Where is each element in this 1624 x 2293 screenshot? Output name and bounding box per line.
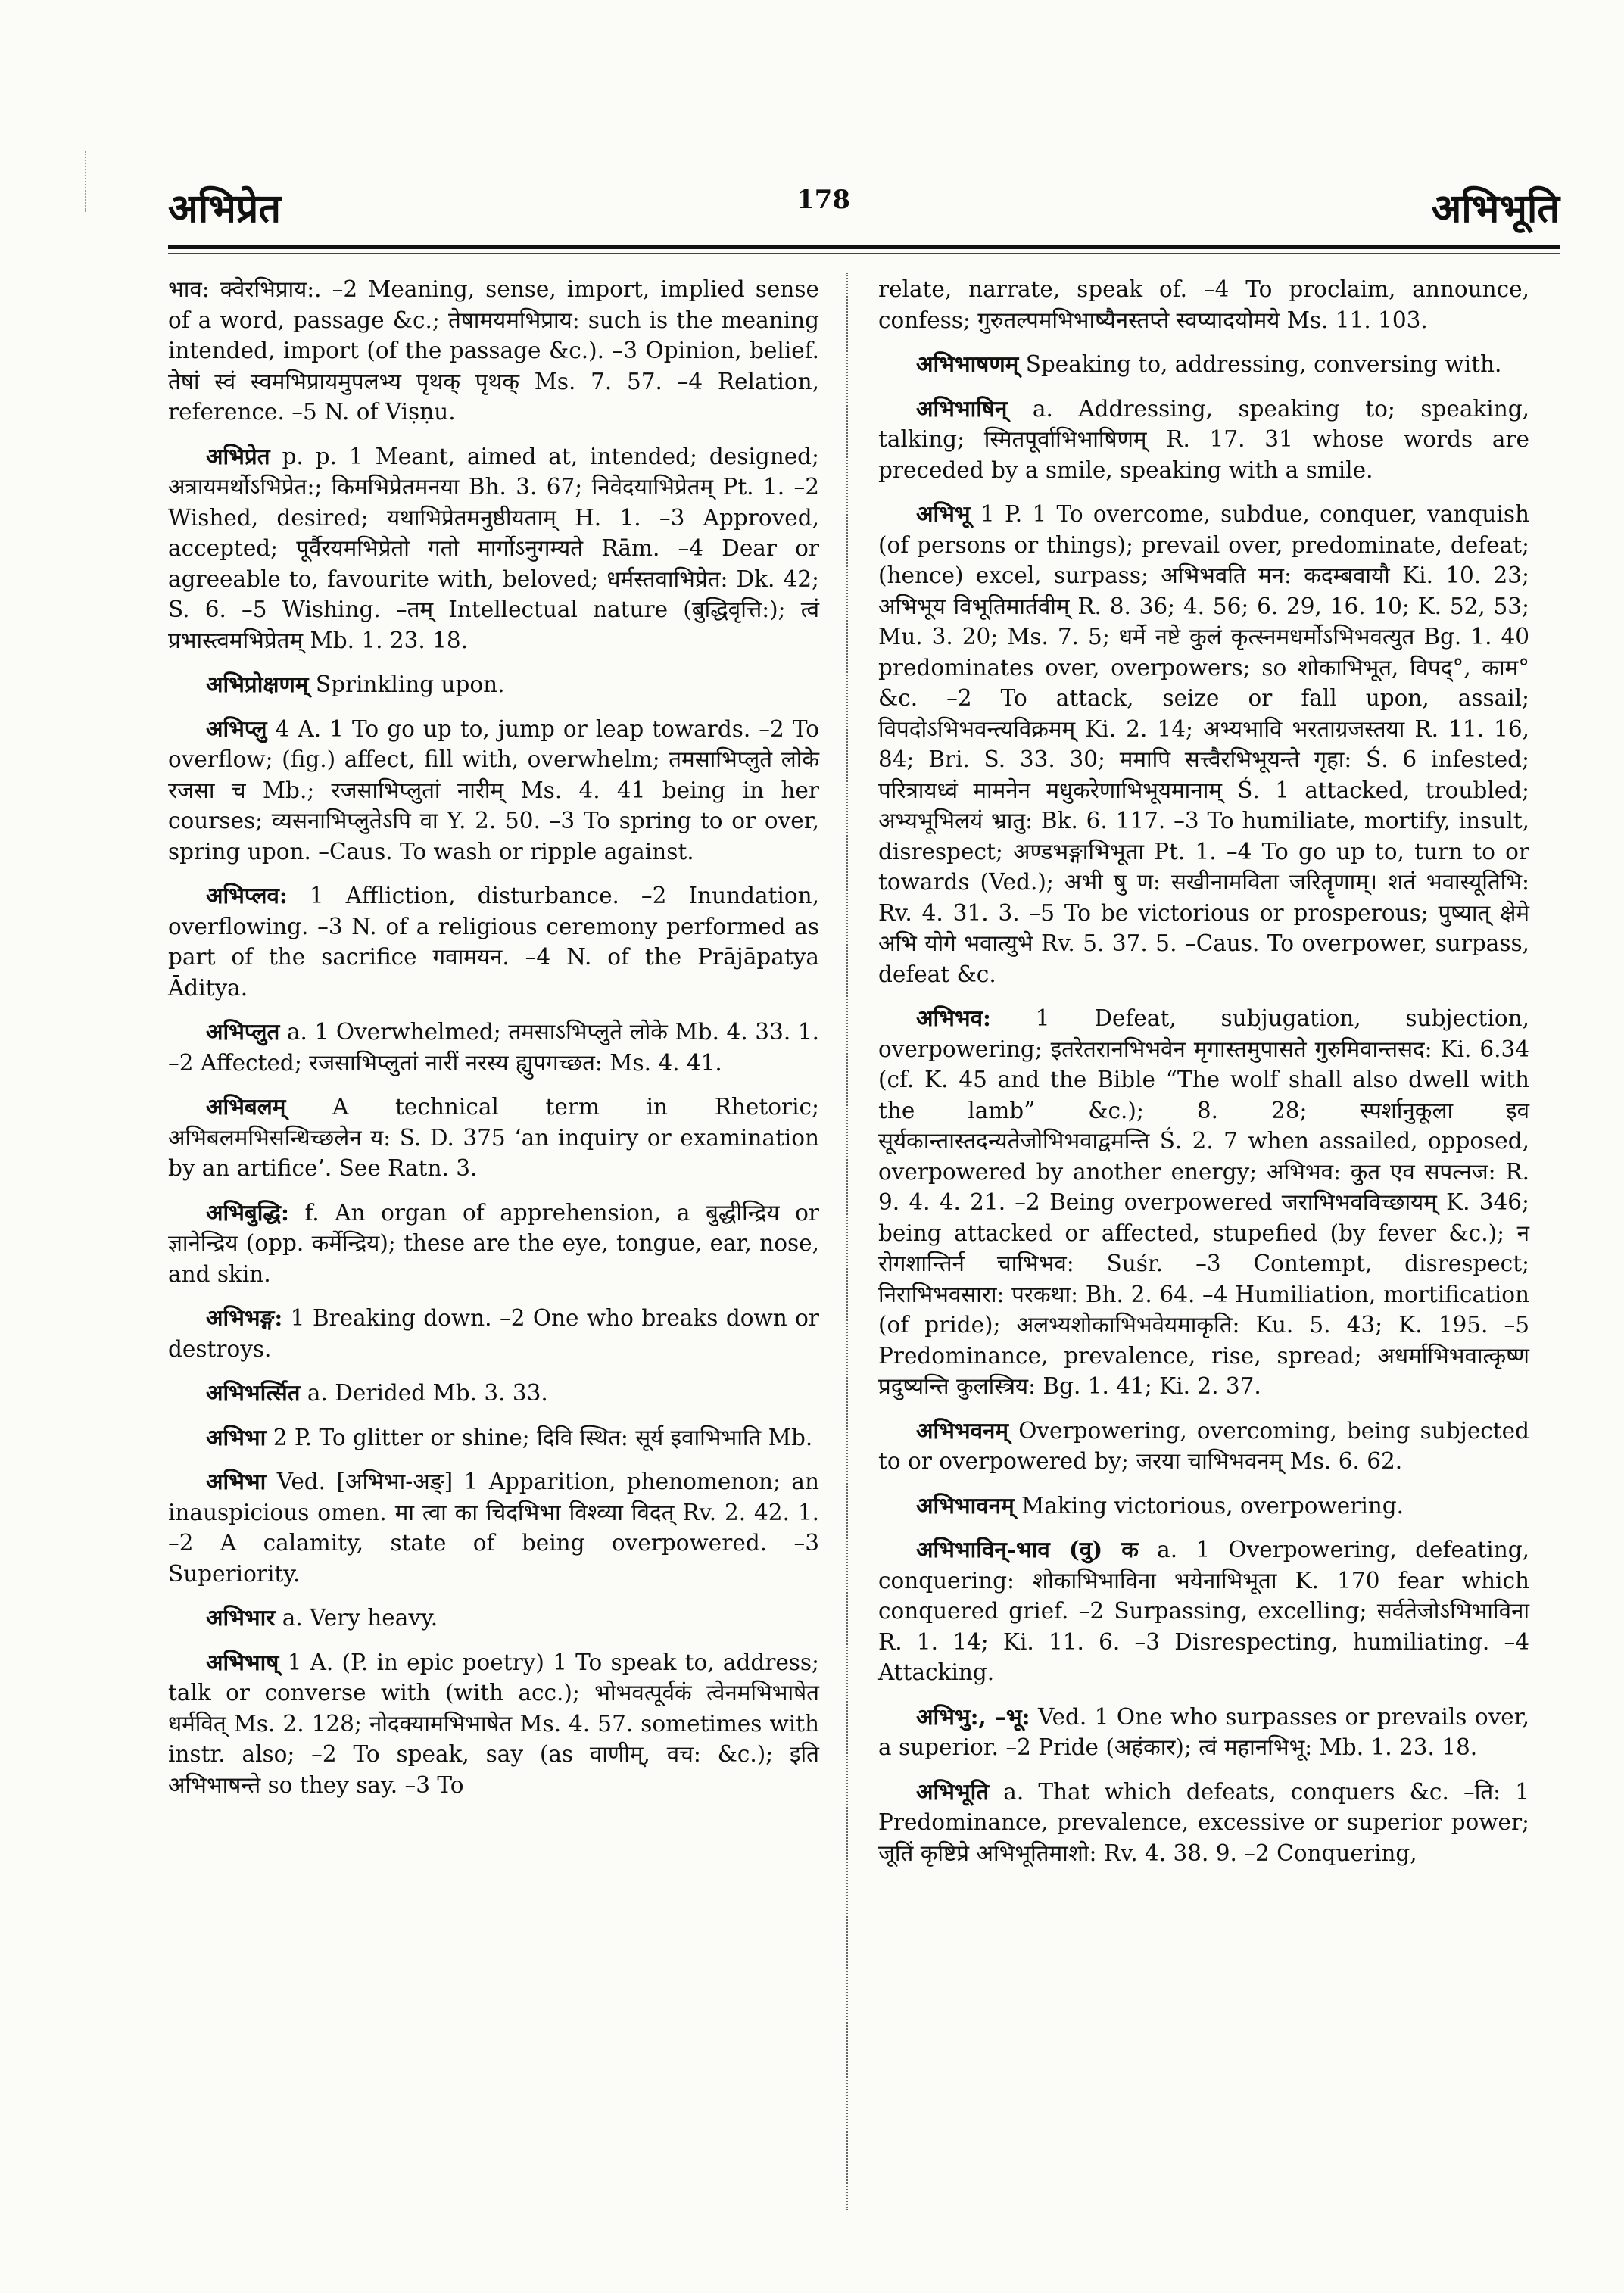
entry-headword: अभिभाविन्-भाव (वु) क [916, 1536, 1139, 1562]
dictionary-entry [168, 1647, 819, 1801]
left-column [168, 274, 819, 1814]
entry-text: relate, narrate, speak of. –4 To proclaim, announce, confess; गुरुतल्पमभिभाष्यैनस्तप्ते स्वप्यादयोमये Ms. 11. 103. [878, 276, 1529, 333]
entry-text: 1 A. (P. in epic poetry) 1 To speak to, address; talk or converse with (with acc.); भोभवत्पूर्वकं त्वेनमभिभाषेत धर्मवित् Ms. 2. 128; नोदक्यामभिभाषेत Ms. 4. 57. sometimes with instr. also; –2 To speak, say (as वाणीम्, वच: &c.); इति अभिभाषन्ते so they say. –3 To [168, 1649, 819, 1798]
entry-headword: अभिभावनम् [916, 1491, 1015, 1519]
entry-text: Sprinkling upon. [315, 671, 505, 697]
entry-text: Ved. 1 One who surpasses or prevails over, a superior. –2 Pride (अहंकार); त्वं महानभिभू: Mb. 1. 23. 18. [878, 1703, 1529, 1760]
entry-headword: अभिभाषणम् [916, 350, 1019, 377]
dictionary-entry [168, 1378, 819, 1409]
entry-text: 4 A. 1 To go up to, jump or leap towards. –2 To overflow; (fig.) affect, fill with, overwhelm; तमसाभिप्लुते लोके रजसा च Mb.; रजसाभिप्लुतां नारीम् Ms. 4. 41 being in her courses; व्यसनाभिप्लुतेऽपि वा Y. 2. 50. –3 To spring to or over, spring upon. –Caus. To wash or ripple against. [168, 715, 819, 865]
dictionary-entry [168, 1422, 819, 1453]
entry-text: 1 Defeat, subjugation, subjection, overpowering; इतरेतरानभिभवेन मृगास्तमुपासते गुरुमिवान्तसद: Ki. 6.34 (cf. K. 45 and the Bible “The wolf shall also dwell with the lamb” &c.); 8. 28; स्पर्शानुकूला इव सूर्यकान्तास्तदन्यतेजोभिभवाद्वमन्ति Ś. 2. 7 when assailed, opposed, overpowered by another energy; अभिभव: कुत एव सपत्नज: R. 9. 4. 4. 21. –2 Being overpowered जराभिभवविच्छायम् K. 346; being attacked or affected, stupefied (by fever &c.); न रोगशान्तिर्न चाभिभव: Suśr. –3 Contempt, disrespect; निराभिभवसारा: परकथा: Bh. 2. 64. –4 Humiliation, mortification (of pride); अलभ्यशोकाभिभवेयमाकृति: Ku. 5. 43; K. 195. –5 Predominance, prevalence, rise, spread; अधर्माभिभवात्कृष्ण प्रदुष्यन्ति कुलस्त्रिय: Bg. 1. 41; Ki. 2. 37. [878, 1005, 1529, 1399]
entry-headword: अभिभूति [916, 1777, 990, 1805]
dictionary-entry [168, 274, 819, 428]
entry-headword: अभिप्लु [206, 715, 267, 742]
entry-text: f. An organ of apprehension, a बुद्धीन्द्रिय or ज्ञानेन्द्रिय (opp. कर्मेन्द्रिय); these are the eye, tongue, ear, nose, and skin. [168, 1199, 819, 1287]
dictionary-entry [878, 274, 1529, 335]
right-running-headword: अभिभूति [1431, 185, 1560, 232]
entry-headword: अभिभार [206, 1604, 276, 1631]
margin-mark [85, 151, 88, 212]
entry-text: 2 P. To glitter or shine; दिवि स्थित: सूर्य इवाभिभाति Mb. [273, 1424, 813, 1450]
entry-headword: अभिप्रोक्षणम् [206, 671, 309, 697]
entry-text: a. Addressing, speaking to; speaking, talking; स्मितपूर्वाभिभाषिणम् R. 17. 31 whose words are preceded by a smile, speaking with a smile. [878, 395, 1529, 483]
entry-headword: अभिभव: [916, 1005, 991, 1031]
dictionary-entry [878, 394, 1529, 486]
entry-text: Overpowering, overcoming, being subjected to or overpowered by; जरया चाभिभवनम् Ms. 6. 62. [878, 1417, 1529, 1474]
entry-text: Speaking to, addressing, conversing with. [1025, 351, 1502, 377]
dictionary-entry [168, 880, 819, 1003]
entry-headword: अभिप्लुत [206, 1018, 280, 1045]
dictionary-entry [168, 669, 819, 700]
dictionary-entry [168, 1017, 819, 1078]
entry-text: A technical term in Rhetoric; अभिबलमभिसन्धिच्छलेन य: S. D. 375 ‘an inquiry or examination by an artifice’. See Ratn. 3. [168, 1094, 819, 1181]
dictionary-entry [168, 1466, 819, 1589]
dictionary-entry [878, 1491, 1529, 1522]
entry-headword: अभिभर्त्सित [206, 1379, 301, 1406]
entry-headword: अभिप्रेत [206, 442, 270, 469]
dictionary-entry [168, 1303, 819, 1364]
dictionary-entry [168, 1603, 819, 1634]
entry-headword: अभिभा [206, 1468, 267, 1494]
entry-headword: अभिप्लव: [206, 882, 288, 908]
entry-text: Ved. [अभिभा-अङ्] 1 Apparition, phenomenon; an inauspicious omen. मा त्वा का चिदभिभा विश्व्या विदत् Rv. 2. 42. 1. –2 A calamity, state of being overpowered. –3 Superiority. [168, 1469, 819, 1587]
dictionary-entry [168, 1198, 819, 1290]
entry-text: भाव: क्वेरभिप्राय:. –2 Meaning, sense, import, implied sense of a word, passage &c.; तेषामयमभिप्राय: such is the meaning intended, import (of the passage &c.). –3 Opinion, belief. तेषां स्वं स्वमभिप्रायमुपलभ्य पृथक् पृथक् Ms. 7. 57. –4 Relation, reference. –5 N. of Viṣṇu. [168, 276, 819, 425]
page-number: 178 [796, 185, 850, 215]
entry-headword: अभिबलम् [206, 1093, 286, 1120]
left-running-headword: अभिप्रेत [168, 185, 281, 232]
entry-headword: अभिभाष् [206, 1648, 279, 1675]
dictionary-entry [168, 1092, 819, 1184]
entry-text: 1 Breaking down. –2 One who breaks down or destroys. [168, 1305, 819, 1362]
entry-text: a. That which defeats, conquers &c. –ति: 1 Predominance, prevalence, excessive or superior power; जूतिं कृष्टिप्रे अभिभूतिमाशो: Rv. 4. 38. 9. –2 Conquering, [878, 1778, 1529, 1866]
column-divider [846, 273, 848, 2210]
entry-text: a. Very heavy. [282, 1605, 438, 1631]
dictionary-entry [168, 714, 819, 868]
entry-text: a. 1 Overpowering, defeating, conquering: शोकाभिभाविना भयेनाभिभूता K. 170 fear which conquered grief. –2 Surpassing, excelling; सर्वतेजोऽभिभाविना R. 1. 14; Ki. 11. 6. –3 Disrespecting, humiliating. –4 Attacking. [878, 1537, 1529, 1685]
right-column [878, 274, 1529, 1882]
entry-text: 1 P. 1 To overcome, subdue, conquer, vanquish (of persons or things); prevail over, predominate, defeat; (hence) excel, surpass; अभिभवति मन: कदम्बवायौ Ki. 10. 23; अभिभूय विभूतिमार्तवीम् R. 8. 36; 4. 56; 6. 29, 16. 10; K. 52, 53; Mu. 3. 20; Ms. 7. 5; धर्मे नष्टे कुलं कृत्स्नमधर्मोऽभिभवत्युत Bg. 1. 40 predominates over, overpowers; so शोकाभिभूत, विपद्°, काम° &c. –2 To attack, seize or fall upon, assail; विपदोऽभिभवन्त्यविक्रमम् Ki. 2. 14; अभ्यभावि भरताग्रजस्तया R. 11. 16, 84; Bri. S. 33. 30; ममापि सत्त्वैरभिभूयन्ते गृहा: Ś. 6 infested; परित्रायध्वं मामनेन मधुकरेणाभिभूयमानाम् Ś. 1 attacked, troubled; अभ्यभूभिलयं भ्रातु: Bk. 6. 117. –3 To humiliate, mortify, insult, disrespect; अण्डभङ्गाभिभूता Pt. 1. –4 To go up to, turn to or towards (Ved.); अभी षु ण: सखीनामविता जरितॄणाम्। शतं भवास्यूतिभि: Rv. 4. 31. 3. –5 To be victorious or prosperous; पुष्यात् क्षेमे अभि योगे भवात्युभे Rv. 5. 37. 5. –Caus. To overpower, surpass, defeat &c. [878, 501, 1529, 987]
entry-headword: अभिभा [206, 1423, 267, 1450]
dictionary-entry [168, 441, 819, 656]
entry-headword: अभिभाषिन् [916, 394, 1008, 422]
dictionary-entry [878, 1003, 1529, 1402]
entry-text: Making victorious, overpowering. [1021, 1492, 1404, 1519]
dictionary-entry [878, 499, 1529, 989]
dictionary-entry [878, 1777, 1529, 1869]
entry-text: a. Derided Mb. 3. 33. [307, 1380, 548, 1406]
entry-headword: अभिभङ्ग: [206, 1304, 283, 1331]
entry-headword: अभिभू [916, 500, 971, 527]
header-rule-thin [168, 253, 1560, 254]
entry-headword: अभिबुद्धि: [206, 1198, 289, 1226]
dictionary-entry [878, 1416, 1529, 1477]
dictionary-entry [878, 349, 1529, 380]
entry-headword: अभिभु:, –भू: [916, 1703, 1030, 1730]
entry-headword: अभिभवनम् [916, 1416, 1009, 1444]
entry-text: 1 Affliction, disturbance. –2 Inundation, overflowing. –3 N. of a religious ceremony performed as part of the sacrifice गवामयन. –4 N. of the Prājāpatya Āditya. [168, 883, 819, 1001]
entry-text: p. p. 1 Meant, aimed at, intended; designed; अत्रायमर्थोऽभिप्रेत:; किमभिप्रेतमनया Bh. 3. 67; निवेदयाभिप्रेतम् Pt. 1. –2 Wished, desired; यथाभिप्रेतमनुष्ठीयताम् H. 1. –3 Approved, accepted; पूर्वैरयमभिप्रेतो गतो मार्गोऽनुगम्यते Rām. –4 Dear or agreeable to, favourite with, beloved; धर्मस्तवाभिप्रेत: Dk. 42; S. 6. –5 Wishing. –तम् Intellectual nature (बुद्धिवृत्ति:); त्वं प्रभास्त्वमभिप्रेतम् Mb. 1. 23. 18. [168, 443, 819, 653]
entry-text: a. 1 Overwhelmed; तमसाऽभिप्लुते लोके Mb. 4. 33. 1. –2 Affected; रजसाभिप्लुतां नारीं नरस्य ह्युपगच्छत: Ms. 4. 41. [168, 1019, 819, 1076]
header-rule [168, 245, 1560, 249]
dictionary-entry [878, 1702, 1529, 1763]
dictionary-entry [878, 1534, 1529, 1688]
page-header [168, 180, 1560, 233]
